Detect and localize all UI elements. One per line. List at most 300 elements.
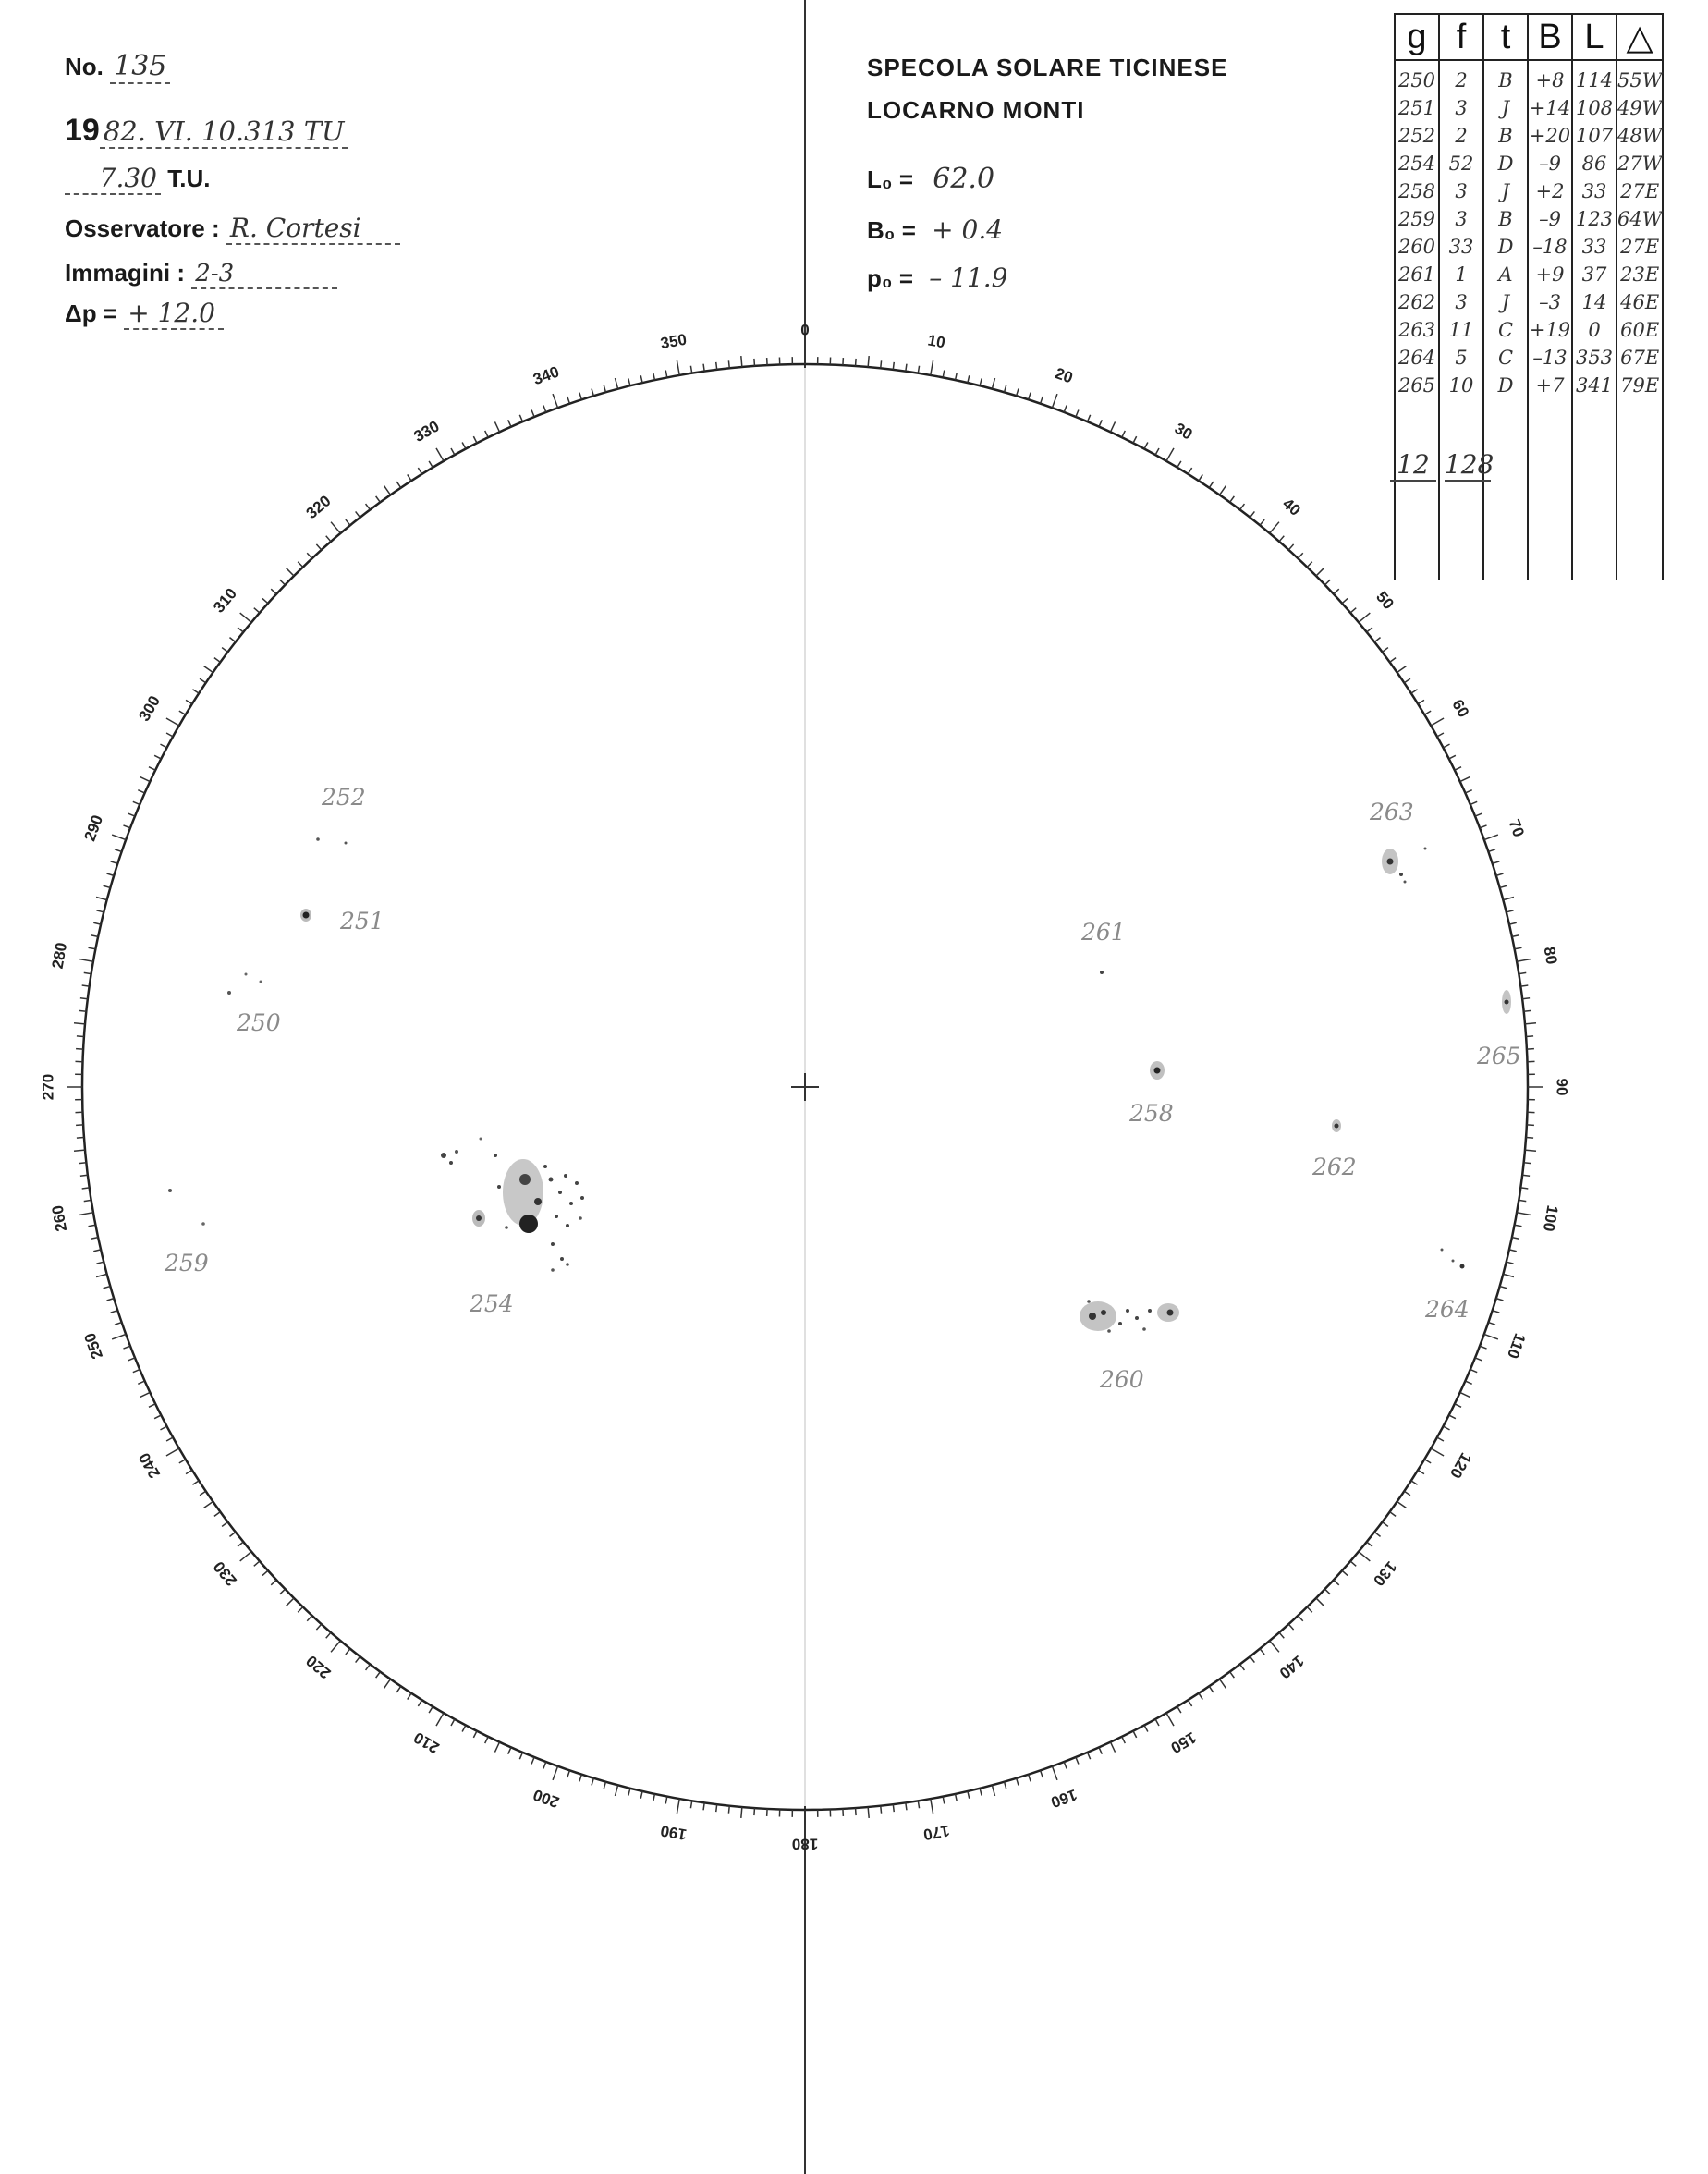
cell-B: –18 bbox=[1528, 233, 1572, 261]
degree-tick bbox=[1288, 1624, 1293, 1630]
spot bbox=[543, 1165, 547, 1168]
degree-tick bbox=[1155, 1719, 1159, 1726]
degree-tick bbox=[84, 1200, 92, 1201]
degree-tick bbox=[1512, 1238, 1519, 1240]
degree-tick bbox=[943, 1797, 945, 1804]
degree-tick bbox=[677, 360, 679, 375]
degree-tick bbox=[1005, 1782, 1006, 1789]
degree-tick bbox=[451, 1719, 455, 1726]
degree-tick bbox=[396, 482, 400, 488]
degree-tick bbox=[166, 718, 179, 726]
degree-tick bbox=[1493, 861, 1500, 863]
degree-tick bbox=[1443, 1426, 1449, 1430]
degree-tick bbox=[1199, 1693, 1202, 1700]
spot bbox=[566, 1224, 569, 1227]
degree-tick bbox=[160, 744, 166, 748]
degree-tick bbox=[1424, 711, 1431, 714]
degree-tick bbox=[1017, 1778, 1019, 1786]
degree-tick bbox=[140, 776, 150, 781]
cell-g: 265 bbox=[1395, 372, 1439, 399]
cell-g: 250 bbox=[1395, 60, 1439, 94]
degree-tick bbox=[1437, 1437, 1444, 1441]
spot-group-250 bbox=[227, 973, 262, 995]
degree-label: 50 bbox=[1372, 588, 1397, 613]
cell-t: B bbox=[1483, 205, 1528, 233]
degree-tick bbox=[1099, 420, 1102, 426]
degree-tick bbox=[1359, 613, 1370, 622]
dp-label: Δp = bbox=[65, 299, 117, 327]
degree-tick bbox=[741, 356, 742, 367]
cell-g: 261 bbox=[1395, 261, 1439, 288]
degree-tick bbox=[104, 885, 111, 887]
degree-tick bbox=[1029, 393, 1031, 400]
degree-tick bbox=[280, 1589, 286, 1594]
degree-tick bbox=[1076, 410, 1079, 417]
degree-label: 130 bbox=[1370, 1557, 1400, 1590]
degree-label: 210 bbox=[410, 1728, 443, 1757]
degree-tick bbox=[728, 1806, 729, 1814]
group-label-261: 261 bbox=[1081, 919, 1126, 946]
degree-tick bbox=[149, 1404, 155, 1408]
cell-L: 107 bbox=[1572, 122, 1616, 150]
degree-tick bbox=[229, 638, 235, 642]
year-prefix: 19 bbox=[65, 113, 100, 148]
degree-tick bbox=[179, 711, 186, 714]
spot bbox=[455, 1150, 458, 1154]
degree-tick bbox=[1334, 589, 1339, 593]
cell-L: 14 bbox=[1572, 288, 1616, 316]
group-label-251: 251 bbox=[340, 908, 384, 934]
cell-f: 1 bbox=[1439, 261, 1483, 288]
degree-tick bbox=[128, 1358, 135, 1361]
degree-tick bbox=[1411, 1481, 1418, 1484]
spot bbox=[168, 1189, 172, 1192]
degree-tick bbox=[84, 972, 92, 973]
degree-tick bbox=[1325, 1589, 1331, 1594]
degree-tick bbox=[728, 360, 729, 368]
cell-L: 341 bbox=[1572, 372, 1616, 399]
cell-t: C bbox=[1483, 316, 1528, 344]
cell-g: 262 bbox=[1395, 288, 1439, 316]
degree-tick bbox=[140, 1392, 150, 1397]
degree-label: 330 bbox=[410, 417, 443, 446]
degree-tick bbox=[1509, 1250, 1517, 1252]
degree-tick bbox=[1076, 1757, 1079, 1764]
cell-t: C bbox=[1483, 344, 1528, 372]
degree-tick bbox=[473, 436, 477, 443]
spot-group-265 bbox=[1502, 990, 1511, 1014]
degree-tick bbox=[1465, 790, 1471, 793]
spot bbox=[1135, 1316, 1139, 1320]
umbra bbox=[1101, 1310, 1106, 1315]
spot bbox=[551, 1242, 555, 1246]
degree-tick bbox=[1052, 394, 1056, 408]
degree-tick bbox=[214, 1512, 220, 1517]
cell-g: 251 bbox=[1395, 94, 1439, 122]
degree-tick bbox=[1240, 1665, 1245, 1670]
cell-L: 33 bbox=[1572, 233, 1616, 261]
degree-tick bbox=[1390, 1512, 1396, 1517]
degree-tick bbox=[931, 1799, 933, 1814]
spot bbox=[560, 1257, 564, 1261]
degree-tick bbox=[1524, 1163, 1531, 1164]
cell-t: D bbox=[1483, 150, 1528, 177]
cell-f: 11 bbox=[1439, 316, 1483, 344]
degree-tick bbox=[222, 1522, 227, 1527]
degree-tick bbox=[436, 1713, 444, 1726]
degree-tick bbox=[326, 1632, 331, 1638]
degree-tick bbox=[906, 364, 907, 372]
degree-tick bbox=[1519, 1200, 1526, 1201]
degree-tick bbox=[238, 1542, 243, 1546]
degree-tick bbox=[716, 1804, 717, 1812]
degree-tick bbox=[1522, 1175, 1530, 1176]
degree-tick bbox=[1088, 1753, 1091, 1759]
spot-group-251 bbox=[300, 909, 311, 922]
degree-tick bbox=[1279, 1632, 1284, 1638]
spot bbox=[1424, 848, 1427, 850]
degree-tick bbox=[1288, 544, 1293, 550]
degree-tick bbox=[1484, 1334, 1498, 1338]
degree-tick bbox=[1220, 486, 1226, 495]
degree-tick bbox=[1122, 431, 1126, 437]
degree-tick bbox=[653, 1794, 655, 1801]
degree-tick bbox=[74, 1150, 85, 1151]
degree-tick bbox=[115, 1323, 122, 1325]
umbra bbox=[519, 1174, 531, 1185]
degree-tick bbox=[1475, 1358, 1482, 1361]
spot bbox=[575, 1181, 579, 1185]
degree-tick bbox=[240, 613, 251, 622]
degree-label: 90 bbox=[1553, 1078, 1571, 1096]
degree-tick bbox=[1350, 1561, 1356, 1566]
degree-tick bbox=[1526, 1138, 1533, 1139]
degree-label: 110 bbox=[1504, 1330, 1530, 1362]
group-label-252: 252 bbox=[322, 784, 366, 811]
degree-tick bbox=[429, 461, 433, 468]
degree-label: 20 bbox=[1052, 364, 1076, 387]
degree-tick bbox=[1099, 1747, 1102, 1753]
degree-tick bbox=[881, 360, 882, 368]
degree-tick bbox=[1270, 522, 1279, 533]
degree-tick bbox=[77, 1036, 84, 1037]
degree-label: 10 bbox=[926, 331, 947, 352]
degree-tick bbox=[1188, 468, 1191, 474]
degree-tick bbox=[615, 378, 617, 389]
degree-tick bbox=[1507, 1262, 1514, 1264]
degree-tick bbox=[1133, 1731, 1137, 1738]
degree-tick bbox=[346, 519, 350, 525]
degree-tick bbox=[326, 536, 331, 542]
degree-tick bbox=[1517, 1213, 1531, 1215]
spot bbox=[316, 837, 320, 841]
degree-tick bbox=[112, 1334, 126, 1338]
degree-tick bbox=[396, 1686, 400, 1692]
cell-g: 263 bbox=[1395, 316, 1439, 344]
degree-tick bbox=[287, 1598, 294, 1606]
degree-tick bbox=[553, 1766, 557, 1780]
degree-tick bbox=[123, 1346, 129, 1349]
group-label-258: 258 bbox=[1129, 1100, 1174, 1127]
p0-value: – 11.9 bbox=[929, 263, 1008, 293]
cell-delta: 60E bbox=[1616, 316, 1663, 344]
degree-label: 250 bbox=[80, 1330, 107, 1362]
degree-tick bbox=[166, 1448, 179, 1456]
degree-label: 70 bbox=[1505, 816, 1528, 840]
degree-tick bbox=[1220, 1679, 1226, 1689]
spot-group-258 bbox=[1150, 1061, 1165, 1080]
degree-tick bbox=[80, 1175, 88, 1176]
cell-t: B bbox=[1483, 122, 1528, 150]
degree-tick bbox=[1404, 678, 1410, 682]
degree-tick bbox=[1270, 1641, 1279, 1652]
col-B: B bbox=[1528, 14, 1572, 60]
degree-tick bbox=[1512, 935, 1519, 937]
degree-tick bbox=[111, 1311, 118, 1313]
penumbra bbox=[1080, 1301, 1116, 1331]
degree-tick bbox=[366, 1665, 371, 1670]
degree-tick bbox=[1383, 648, 1388, 653]
cell-f: 3 bbox=[1439, 94, 1483, 122]
degree-tick bbox=[473, 1731, 477, 1738]
degree-tick bbox=[298, 1607, 303, 1613]
degree-tick bbox=[356, 1656, 360, 1662]
spot bbox=[551, 1268, 555, 1272]
B0-label: B₀ = bbox=[867, 216, 916, 244]
cell-g: 260 bbox=[1395, 233, 1439, 261]
degree-tick bbox=[1017, 389, 1019, 397]
degree-tick bbox=[868, 356, 869, 367]
total-spots: 128 bbox=[1444, 449, 1494, 480]
degree-tick bbox=[1418, 1470, 1424, 1473]
cell-f: 10 bbox=[1439, 372, 1483, 399]
degree-tick bbox=[1431, 1448, 1444, 1456]
degree-tick bbox=[716, 362, 717, 370]
degree-tick bbox=[356, 511, 360, 517]
cell-delta: 55W bbox=[1616, 60, 1663, 94]
degree-tick bbox=[968, 1791, 970, 1799]
cell-t: J bbox=[1483, 288, 1528, 316]
degree-tick bbox=[1325, 580, 1331, 585]
degree-label: 350 bbox=[659, 330, 689, 353]
cell-t: B bbox=[1483, 60, 1528, 94]
degree-tick bbox=[111, 861, 118, 863]
degree-tick bbox=[1496, 873, 1504, 875]
degree-tick bbox=[262, 1570, 268, 1575]
degree-tick bbox=[123, 825, 129, 828]
degree-tick bbox=[1480, 1346, 1486, 1349]
degree-tick bbox=[1493, 1311, 1500, 1313]
cell-L: 37 bbox=[1572, 261, 1616, 288]
cell-delta: 23E bbox=[1616, 261, 1663, 288]
degree-tick bbox=[531, 410, 534, 417]
degree-label: 220 bbox=[302, 1652, 335, 1682]
degree-tick bbox=[690, 1801, 691, 1808]
degree-tick bbox=[1250, 1656, 1254, 1662]
degree-tick bbox=[1342, 598, 1348, 603]
umbra bbox=[1167, 1310, 1174, 1316]
cell-f: 5 bbox=[1439, 344, 1483, 372]
degree-tick bbox=[96, 897, 107, 899]
degree-tick bbox=[943, 371, 945, 378]
degree-tick bbox=[918, 1801, 919, 1808]
degree-tick bbox=[408, 474, 411, 481]
cell-B: +2 bbox=[1528, 177, 1572, 205]
degree-tick bbox=[82, 985, 90, 986]
degree-tick bbox=[1374, 1532, 1380, 1536]
umbra bbox=[303, 912, 310, 919]
L0-value: 62.0 bbox=[933, 163, 995, 195]
cell-f: 3 bbox=[1439, 288, 1483, 316]
degree-label: 270 bbox=[39, 1073, 57, 1101]
spot bbox=[497, 1185, 501, 1189]
cell-delta: 27E bbox=[1616, 233, 1663, 261]
degree-tick bbox=[186, 1470, 192, 1473]
cell-B: –13 bbox=[1528, 344, 1572, 372]
cell-B: +9 bbox=[1528, 261, 1572, 288]
degree-tick bbox=[89, 947, 96, 949]
degree-tick bbox=[1334, 1580, 1339, 1584]
group-label-250: 250 bbox=[237, 1009, 281, 1036]
degree-tick bbox=[1460, 1392, 1470, 1397]
cell-delta: 49W bbox=[1616, 94, 1663, 122]
degree-tick bbox=[508, 420, 511, 426]
degree-tick bbox=[1155, 448, 1159, 455]
degree-tick bbox=[79, 959, 93, 961]
degree-label: 60 bbox=[1448, 696, 1473, 721]
degree-tick bbox=[107, 1299, 115, 1301]
degree-tick bbox=[665, 371, 667, 378]
degree-tick bbox=[1230, 496, 1235, 502]
cell-f: 33 bbox=[1439, 233, 1483, 261]
degree-tick bbox=[1484, 835, 1498, 839]
degree-tick bbox=[436, 448, 444, 461]
degree-tick bbox=[1144, 1725, 1148, 1731]
spot bbox=[480, 1138, 482, 1141]
degree-label: 200 bbox=[531, 1785, 562, 1812]
degree-tick bbox=[640, 375, 642, 383]
L0-label: L₀ = bbox=[867, 165, 914, 193]
observer-value: R. Cortesi bbox=[226, 213, 400, 245]
degree-tick bbox=[1209, 1686, 1213, 1692]
spot bbox=[201, 1222, 205, 1226]
cell-B: +8 bbox=[1528, 60, 1572, 94]
degree-tick bbox=[640, 1791, 642, 1799]
degree-tick bbox=[1390, 658, 1396, 663]
degree-tick bbox=[192, 690, 199, 693]
degree-tick bbox=[1260, 519, 1264, 525]
spot-group-260 bbox=[1080, 1300, 1179, 1333]
cell-g: 252 bbox=[1395, 122, 1439, 150]
p0-label: p₀ = bbox=[867, 264, 914, 292]
date-value: 82. VI. 10.313 TU bbox=[100, 116, 348, 149]
degree-tick bbox=[615, 1785, 617, 1796]
degree-tick bbox=[200, 678, 206, 682]
degree-tick bbox=[1443, 744, 1449, 748]
cell-delta: 79E bbox=[1616, 372, 1663, 399]
degree-label: 0 bbox=[800, 321, 810, 339]
degree-tick bbox=[1279, 536, 1284, 542]
cell-delta: 46E bbox=[1616, 288, 1663, 316]
cell-f: 3 bbox=[1439, 205, 1483, 233]
degree-tick bbox=[79, 1010, 86, 1011]
degree-tick bbox=[1029, 1775, 1031, 1782]
spot bbox=[1100, 971, 1104, 974]
degree-tick bbox=[307, 553, 311, 558]
degree-tick bbox=[1177, 1706, 1181, 1713]
degree-tick bbox=[133, 801, 140, 804]
cell-B: –9 bbox=[1528, 150, 1572, 177]
degree-label: 320 bbox=[302, 492, 335, 522]
degree-label: 40 bbox=[1279, 495, 1304, 519]
degree-tick bbox=[494, 1742, 499, 1753]
umbra bbox=[1335, 1124, 1339, 1129]
degree-tick bbox=[186, 700, 192, 703]
degree-tick bbox=[408, 1693, 411, 1700]
degree-tick bbox=[79, 1163, 86, 1164]
cell-f: 2 bbox=[1439, 60, 1483, 94]
degree-label: 30 bbox=[1171, 419, 1196, 444]
degree-tick bbox=[298, 562, 303, 568]
cell-g: 258 bbox=[1395, 177, 1439, 205]
degree-label: 230 bbox=[210, 1557, 240, 1590]
degree-tick bbox=[82, 1188, 90, 1189]
degree-label: 310 bbox=[210, 584, 240, 617]
degree-tick bbox=[1520, 1188, 1528, 1189]
degree-tick bbox=[1397, 1502, 1407, 1508]
spot bbox=[564, 1174, 567, 1178]
degree-tick bbox=[918, 366, 919, 373]
degree-tick bbox=[307, 1616, 311, 1621]
cell-delta: 48W bbox=[1616, 122, 1663, 150]
degree-tick bbox=[1455, 767, 1461, 771]
degree-tick bbox=[1465, 1381, 1471, 1384]
degree-tick bbox=[418, 1700, 421, 1706]
umbra bbox=[1089, 1313, 1096, 1320]
degree-tick bbox=[1209, 482, 1213, 488]
col-delta: △ bbox=[1616, 14, 1663, 60]
degree-tick bbox=[653, 373, 655, 380]
degree-tick bbox=[1470, 801, 1477, 804]
umbra bbox=[1154, 1068, 1161, 1074]
degree-tick bbox=[893, 362, 894, 370]
degree-tick bbox=[690, 366, 691, 373]
degree-tick bbox=[1525, 1023, 1536, 1024]
degree-tick bbox=[1488, 1323, 1495, 1325]
degree-tick bbox=[1367, 628, 1372, 632]
degree-tick bbox=[893, 1804, 894, 1812]
degree-tick bbox=[980, 378, 982, 385]
degree-tick bbox=[980, 1789, 982, 1796]
umbra bbox=[1505, 1000, 1509, 1005]
spot bbox=[441, 1153, 446, 1158]
degree-tick bbox=[1260, 1649, 1264, 1655]
observer-label: Osservatore : bbox=[65, 214, 220, 242]
umbra bbox=[534, 1198, 542, 1205]
degree-tick bbox=[280, 580, 286, 585]
degree-tick bbox=[1437, 733, 1444, 737]
degree-tick bbox=[956, 1794, 958, 1801]
group-label-259: 259 bbox=[165, 1250, 209, 1276]
degree-tick bbox=[1041, 397, 1043, 404]
total-groups: 12 bbox=[1390, 449, 1436, 482]
degree-label: 190 bbox=[659, 1821, 689, 1844]
degree-tick bbox=[543, 405, 546, 411]
degree-tick bbox=[104, 1287, 111, 1289]
degree-tick bbox=[366, 504, 371, 509]
degree-tick bbox=[93, 922, 101, 924]
degree-tick bbox=[1526, 1036, 1533, 1037]
